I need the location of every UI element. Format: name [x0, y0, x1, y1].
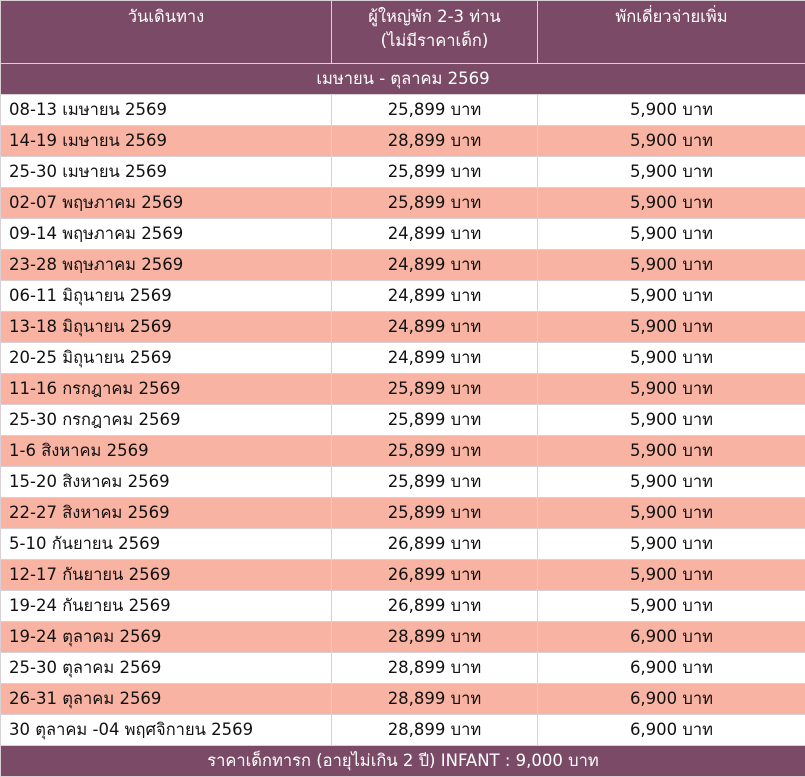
travel-date-cell [1, 95, 332, 126]
table-row [1, 219, 805, 250]
single-supplement-cell-value: 5,900 บาท [630, 469, 713, 495]
table-row [1, 653, 805, 684]
table-row [1, 281, 805, 312]
table-row [1, 498, 805, 529]
table-row [1, 374, 805, 405]
travel-date-cell [1, 343, 332, 374]
section-row [1, 64, 805, 95]
single-supplement-cell [538, 436, 805, 467]
column-header-travel-date: วันเดินทาง [1, 1, 332, 64]
adult-price-cell-value: 24,899 บาท [388, 345, 482, 371]
adult-price-cell [332, 188, 538, 219]
travel-date-cell-value: 02-07 พฤษภาคม 2569 [9, 193, 183, 212]
table-row [1, 436, 805, 467]
travel-date-cell-value: 14-19 เมษายน 2569 [9, 131, 167, 150]
adult-price-cell-value: 24,899 บาท [388, 314, 482, 340]
travel-date-cell [1, 653, 332, 684]
travel-date-cell [1, 188, 332, 219]
adult-price-cell-value: 25,899 บาท [388, 97, 482, 123]
single-supplement-cell-value: 6,900 บาท [630, 624, 713, 650]
adult-price-cell [332, 498, 538, 529]
table-row [1, 250, 805, 281]
table-row [1, 622, 805, 653]
table-row [1, 591, 805, 622]
travel-date-cell [1, 126, 332, 157]
travel-date-cell-value: 25-30 ตุลาคม 2569 [9, 658, 161, 677]
adult-price-cell [332, 312, 538, 343]
table-row [1, 560, 805, 591]
adult-price-cell-value: 24,899 บาท [388, 252, 482, 278]
travel-date-cell-value: 09-14 พฤษภาคม 2569 [9, 224, 183, 243]
single-supplement-cell [538, 126, 805, 157]
travel-date-cell [1, 622, 332, 653]
adult-price-cell [332, 653, 538, 684]
single-supplement-cell-value: 6,900 บาท [630, 717, 713, 743]
travel-date-cell [1, 250, 332, 281]
single-supplement-cell [538, 684, 805, 715]
travel-date-cell [1, 374, 332, 405]
table-row [1, 157, 805, 188]
travel-date-cell-value: 13-18 มิถุนายน 2569 [9, 317, 172, 336]
travel-date-cell-value: 12-17 กันยายน 2569 [9, 565, 171, 584]
table-row [1, 126, 805, 157]
travel-date-cell-value: 15-20 สิงหาคม 2569 [9, 472, 170, 491]
single-supplement-cell [538, 343, 805, 374]
single-supplement-cell-value: 5,900 บาท [630, 407, 713, 433]
travel-date-cell [1, 529, 332, 560]
adult-price-cell [332, 374, 538, 405]
adult-price-cell [332, 126, 538, 157]
single-supplement-cell-value: 6,900 บาท [630, 655, 713, 681]
travel-date-cell [1, 219, 332, 250]
travel-date-cell [1, 436, 332, 467]
travel-date-cell-value: 1-6 สิงหาคม 2569 [9, 441, 149, 460]
adult-price-cell-value: 26,899 บาท [388, 531, 482, 557]
travel-date-cell-value: 25-30 กรกฎาคม 2569 [9, 410, 181, 429]
footer-row [1, 746, 805, 777]
adult-price-cell-value: 28,899 บาท [388, 624, 482, 650]
single-supplement-cell [538, 653, 805, 684]
adult-price-cell-value: 28,899 บาท [388, 686, 482, 712]
adult-price-cell-value: 24,899 บาท [388, 283, 482, 309]
adult-price-cell [332, 715, 538, 746]
travel-date-cell-value: 23-28 พฤษภาคม 2569 [9, 255, 183, 274]
table-row [1, 467, 805, 498]
single-supplement-cell [538, 219, 805, 250]
adult-price-cell [332, 250, 538, 281]
single-supplement-cell [538, 529, 805, 560]
adult-price-cell [332, 684, 538, 715]
single-supplement-cell [538, 467, 805, 498]
adult-price-cell [332, 436, 538, 467]
adult-price-header-line2: (ไม่มีราคาเด็ก) [332, 29, 537, 53]
single-supplement-cell-value: 5,900 บาท [630, 128, 713, 154]
travel-date-cell-value: 25-30 เมษายน 2569 [9, 162, 167, 181]
single-supplement-cell [538, 715, 805, 746]
adult-price-cell-value: 26,899 บาท [388, 562, 482, 588]
single-supplement-cell [538, 560, 805, 591]
adult-price-cell-value: 28,899 บาท [388, 717, 482, 743]
single-supplement-cell [538, 622, 805, 653]
section-title: เมษายน - ตุลาคม 2569 [1, 64, 805, 95]
adult-price-cell [332, 622, 538, 653]
travel-date-cell-value: 19-24 กันยายน 2569 [9, 596, 171, 615]
travel-date-cell-value: 11-16 กรกฎาคม 2569 [9, 379, 181, 398]
travel-date-cell-value: 5-10 กันยายน 2569 [9, 534, 160, 553]
travel-date-cell [1, 715, 332, 746]
travel-date-cell-value: 06-11 มิถุนายน 2569 [9, 286, 172, 305]
single-supplement-cell [538, 188, 805, 219]
column-header-adult-price [332, 1, 538, 64]
single-supplement-cell [538, 498, 805, 529]
travel-date-cell-value: 22-27 สิงหาคม 2569 [9, 503, 170, 522]
adult-price-cell-value: 28,899 บาท [388, 655, 482, 681]
single-supplement-cell-value: 5,900 บาท [630, 314, 713, 340]
travel-date-cell [1, 312, 332, 343]
adult-price-cell-value: 24,899 บาท [388, 221, 482, 247]
adult-price-cell [332, 219, 538, 250]
adult-price-cell-value: 25,899 บาท [388, 190, 482, 216]
travel-date-cell [1, 405, 332, 436]
adult-price-cell-value: 26,899 บาท [388, 593, 482, 619]
travel-date-cell [1, 467, 332, 498]
single-supplement-cell [538, 312, 805, 343]
adult-price-cell [332, 405, 538, 436]
table-row [1, 95, 805, 126]
adult-price-cell [332, 529, 538, 560]
single-supplement-cell [538, 374, 805, 405]
adult-price-cell-value: 25,899 บาท [388, 438, 482, 464]
single-supplement-cell-value: 5,900 บาท [630, 376, 713, 402]
single-supplement-cell-value: 5,900 บาท [630, 500, 713, 526]
adult-price-cell-value: 25,899 บาท [388, 407, 482, 433]
adult-price-cell [332, 467, 538, 498]
travel-date-cell-value: 30 ตุลาคม -04 พฤศจิกายน 2569 [9, 720, 253, 739]
adult-price-cell-value: 28,899 บาท [388, 128, 482, 154]
single-supplement-cell [538, 250, 805, 281]
adult-price-cell [332, 343, 538, 374]
adult-price-cell-value: 25,899 บาท [388, 376, 482, 402]
travel-date-cell [1, 157, 332, 188]
single-supplement-cell-value: 5,900 บาท [630, 438, 713, 464]
single-supplement-cell [538, 281, 805, 312]
adult-price-cell-value: 25,899 บาท [388, 500, 482, 526]
adult-price-cell [332, 95, 538, 126]
travel-date-cell [1, 684, 332, 715]
table-row [1, 529, 805, 560]
single-supplement-cell-value: 5,900 บาท [630, 221, 713, 247]
column-header-single-supplement: พักเดี่ยวจ่ายเพิ่ม [538, 1, 805, 64]
table-row [1, 405, 805, 436]
single-supplement-cell-value: 6,900 บาท [630, 686, 713, 712]
travel-date-cell [1, 498, 332, 529]
table-header [1, 1, 805, 64]
table-row [1, 343, 805, 374]
single-supplement-cell [538, 405, 805, 436]
adult-price-cell-value: 25,899 บาท [388, 159, 482, 185]
table-row [1, 715, 805, 746]
travel-date-cell [1, 591, 332, 622]
travel-date-cell-value: 08-13 เมษายน 2569 [9, 100, 167, 119]
infant-price-note: ราคาเด็กทารก (อายุไม่เกิน 2 ปี) INFANT : 9,000 บาท [1, 746, 805, 777]
travel-date-cell [1, 560, 332, 591]
single-supplement-cell-value: 5,900 บาท [630, 283, 713, 309]
single-supplement-cell [538, 591, 805, 622]
travel-date-cell-value: 20-25 มิถุนายน 2569 [9, 348, 172, 367]
single-supplement-cell-value: 5,900 บาท [630, 562, 713, 588]
adult-price-cell [332, 281, 538, 312]
single-supplement-cell-value: 5,900 บาท [630, 159, 713, 185]
single-supplement-cell [538, 157, 805, 188]
single-supplement-cell-value: 5,900 บาท [630, 531, 713, 557]
travel-date-cell-value: 19-24 ตุลาคม 2569 [9, 627, 161, 646]
table-row [1, 312, 805, 343]
single-supplement-cell-value: 5,900 บาท [630, 97, 713, 123]
adult-price-cell [332, 591, 538, 622]
adult-price-cell [332, 157, 538, 188]
travel-date-cell [1, 281, 332, 312]
single-supplement-cell-value: 5,900 บาท [630, 593, 713, 619]
single-supplement-cell-value: 5,900 บาท [630, 345, 713, 371]
table-body [1, 64, 805, 746]
adult-price-cell [332, 560, 538, 591]
single-supplement-cell-value: 5,900 บาท [630, 190, 713, 216]
adult-price-cell-value: 25,899 บาท [388, 469, 482, 495]
single-supplement-cell-value: 5,900 บาท [630, 252, 713, 278]
single-supplement-cell [538, 95, 805, 126]
travel-date-cell-value: 26-31 ตุลาคม 2569 [9, 689, 161, 708]
table-row [1, 684, 805, 715]
table-row [1, 188, 805, 219]
adult-price-header-line1: ผู้ใหญ่พัก 2-3 ท่าน [332, 5, 537, 29]
